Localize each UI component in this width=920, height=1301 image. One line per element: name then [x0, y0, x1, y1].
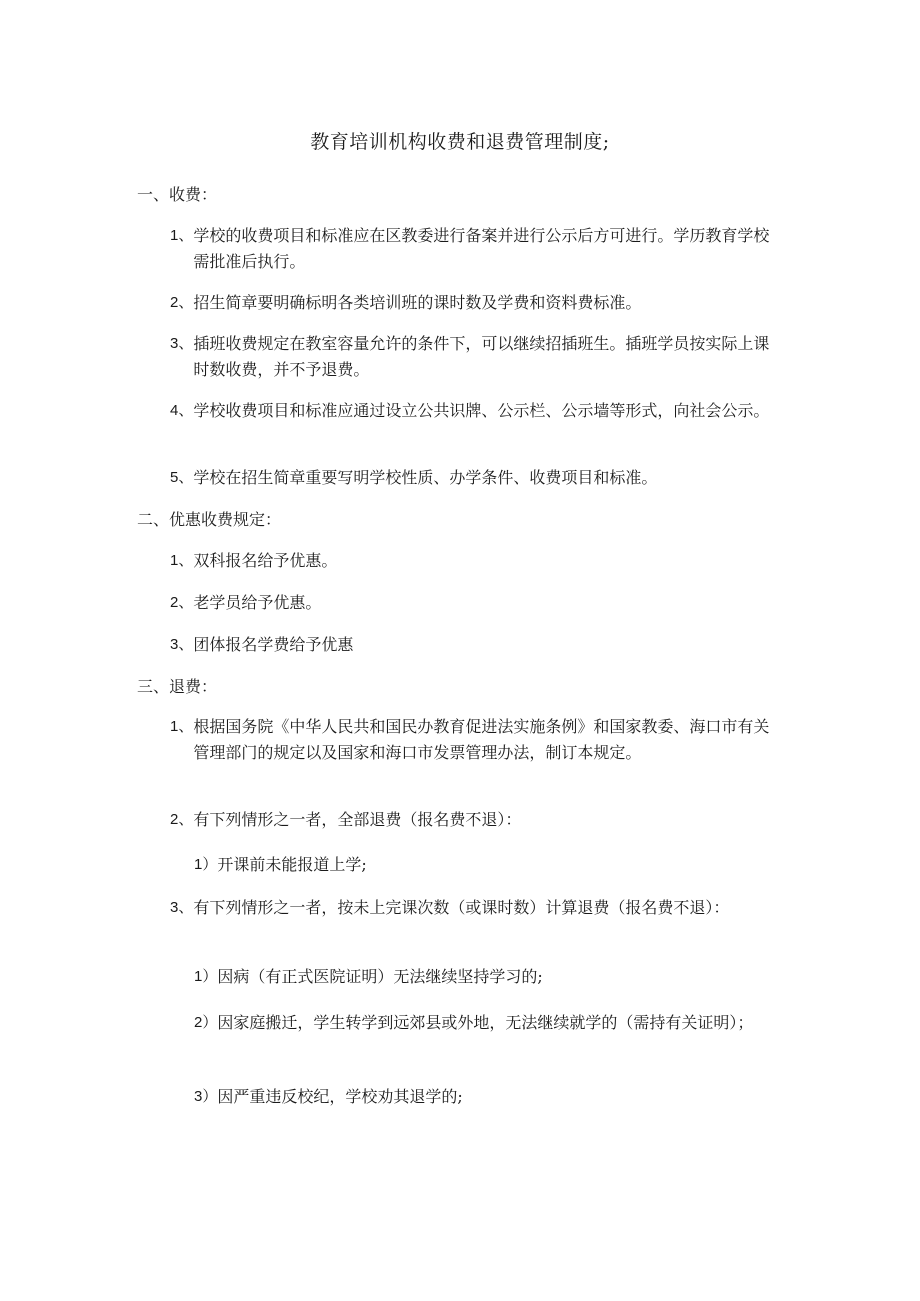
section-heading-discounts: 二、优惠收费规定： — [137, 510, 282, 529]
list-item — [170, 465, 782, 491]
item-number: 3） — [194, 1088, 218, 1105]
list-item — [170, 714, 782, 766]
list-item — [170, 331, 782, 383]
item-number: 2） — [194, 1014, 218, 1031]
list-item — [170, 590, 782, 616]
item-text: 老学员给予优惠。 — [193, 593, 322, 612]
item-text: 开课前未能报道上学; — [217, 855, 367, 874]
item-number: 1） — [194, 856, 218, 873]
item-number: 1、 — [170, 552, 194, 569]
list-item — [170, 290, 782, 316]
item-number: 2、 — [170, 594, 194, 611]
item-number: 1、 — [170, 718, 194, 735]
list-item — [170, 632, 782, 658]
item-text: 因严重违反校纪，学校劝其退学的; — [217, 1087, 463, 1106]
list-item — [194, 1084, 784, 1110]
item-text: 招生简章要明确标明各类培训班的课时数及学费和资料费标准。 — [193, 293, 642, 312]
list-item — [170, 398, 782, 424]
list-item — [170, 895, 782, 921]
item-number: 3、 — [170, 636, 194, 653]
item-text: 有下列情形之一者，全部退费（报名费不退）： — [193, 810, 522, 829]
item-text: 因病（有正式医院证明）无法继续坚持学习的; — [217, 967, 543, 986]
item-number: 3、 — [170, 899, 194, 916]
item-text: 学校的收费项目和标准应在区教委进行备案并进行公示后方可进行。学历教育学校需批准后执行。 — [193, 226, 770, 271]
item-text: 因家庭搬迁，学生转学到远郊县或外地，无法继续就学的（需持有关证明）； — [217, 1013, 754, 1032]
item-number: 1） — [194, 968, 218, 985]
list-item — [170, 223, 782, 275]
list-item — [194, 1010, 784, 1036]
item-number: 5、 — [170, 469, 194, 486]
item-text: 有下列情形之一者，按未上完课次数（或课时数）计算退费（报名费不退）： — [193, 898, 730, 917]
item-number: 1、 — [170, 227, 194, 244]
item-text: 根据国务院《中华人民共和国民办教育促进法实施条例》和国家教委、海口市有关管理部门的规定以及国家和海口市发票管理办法，制订本规定。 — [193, 717, 770, 762]
list-item — [170, 807, 782, 833]
list-item — [170, 548, 782, 574]
item-number: 3、 — [170, 335, 194, 352]
item-text: 团体报名学费给予优惠 — [193, 635, 354, 654]
item-text: 学校收费项目和标准应通过设立公共识牌、公示栏、公示墙等形式，向社会公示。 — [193, 401, 770, 420]
item-number: 2、 — [170, 811, 194, 828]
item-text: 双科报名给予优惠。 — [193, 551, 338, 570]
item-number: 4、 — [170, 402, 194, 419]
item-text: 学校在招生简章重要写明学校性质、办学条件、收费项目和标准。 — [193, 468, 658, 487]
section-heading-refunds: 三、退费： — [137, 677, 218, 696]
section-heading-fees: 一、收费： — [137, 185, 218, 204]
item-text: 插班收费规定在教室容量允许的条件下，可以继续招插班生。插班学员按实际上课时数收费，并不予退费。 — [193, 334, 770, 379]
list-item — [194, 852, 784, 878]
list-item — [194, 964, 784, 990]
document-title: 教育培训机构收费和退费管理制度; — [310, 131, 610, 153]
item-number: 2、 — [170, 294, 194, 311]
